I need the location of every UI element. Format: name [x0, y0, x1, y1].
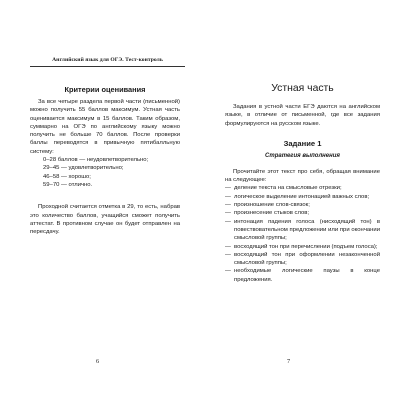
list-item: — произнесение стыков слов;	[225, 209, 380, 217]
list-item: — произношение слов-связок;	[225, 201, 380, 209]
list-item: — необходимые логические паузы в конце предложения.	[225, 267, 380, 284]
paragraph: Проходной считается отметка в 29, то есть, набрав это количество баллов, учащийся сможет получить аттестат. В противном случае он будет отправлен на пересдачу.	[30, 204, 180, 236]
running-header: Английский язык для ОГЭ. Тест-контроль	[52, 57, 163, 63]
grade-scale	[43, 156, 180, 189]
intro-paragraph: Задания в устной части ЕГЭ даются на английском языке, в отличие от письменной, где все задания формулируются на русском языке.	[225, 104, 380, 127]
strategy-list	[225, 184, 380, 284]
page-number: 7	[287, 358, 291, 365]
section-title: Критерии оценивания	[64, 85, 146, 94]
page-number: 6	[96, 358, 100, 365]
right-page-body	[225, 83, 380, 284]
strategy-title: Стратегия выполнения	[265, 152, 340, 159]
grade-scale-item: 59–70 — отлично.	[43, 181, 93, 188]
instruction-paragraph: Прочитайте этот текст про себя, обращая внимание на следующее:	[225, 168, 380, 184]
list-item: — интонация падения голоса (нисходящий тон) в повествовательном предложении или при окончании смысловой группы;	[225, 218, 380, 243]
grade-scale-item: 0–28 баллов — неудовлетворительно;	[43, 157, 149, 164]
grade-scale-item: 29–45 — удовлетворительно;	[43, 165, 124, 172]
page-title: Устная часть	[271, 83, 334, 94]
list-item: — восходящий тон при оформлении незаконченной смысловой группы;	[225, 251, 380, 268]
right-page	[200, 0, 400, 400]
left-page-body	[30, 85, 180, 236]
task-title: Задание 1	[283, 138, 322, 148]
list-item: — деление текста на смысловые отрезки;	[225, 184, 380, 192]
header-rule	[30, 66, 185, 67]
grade-scale-item: 46–58 — хорошо;	[43, 173, 91, 180]
list-item: — логическое выделение интонацией важных слов;	[225, 193, 380, 201]
list-item: — восходящий тон при перечислении (подъем голоса);	[225, 243, 380, 251]
paragraph: За все четыре раздела первой части (письменной) можно получить 55 баллов максимум. Устная часть оценивается максимум в 15 баллов. Таким образом, суммарно на ОГЭ по английскому языку можно получить не больше 70 баллов. После проверки баллы переводятся в привычную пятибалльную систему:	[30, 99, 180, 155]
